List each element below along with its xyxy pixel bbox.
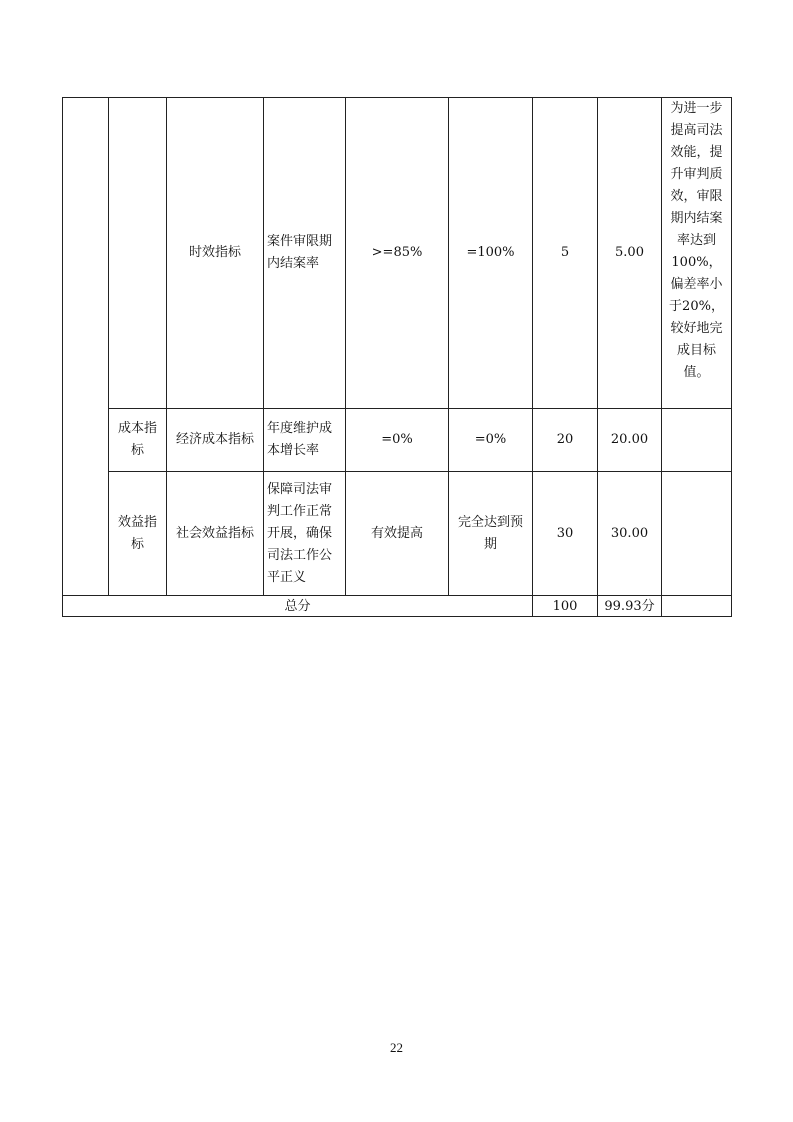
weight-cell: 30	[533, 472, 598, 596]
level2-indicator-cell	[109, 98, 167, 409]
remark-cell	[662, 409, 732, 472]
remark-cell	[662, 472, 732, 596]
actual-value-cell: =100%	[449, 98, 533, 409]
level3-indicator-cell: 社会效益指标	[167, 472, 264, 596]
score-cell: 5.00	[598, 98, 662, 409]
table-row	[63, 472, 732, 596]
actual-value-cell: =0%	[449, 409, 533, 472]
total-weight: 100	[533, 596, 598, 617]
level2-indicator-cell: 效益指标	[109, 472, 167, 596]
target-value-cell: 有效提高	[346, 472, 449, 596]
table-row	[63, 98, 732, 409]
total-score: 99.93分	[598, 596, 662, 617]
page-number: 22	[390, 1040, 403, 1055]
total-label: 总分	[63, 596, 533, 617]
total-remark	[662, 596, 732, 617]
indicator-cell: 案件审限期内结案率	[264, 98, 346, 409]
target-value-cell: =0%	[346, 409, 449, 472]
weight-cell: 5	[533, 98, 598, 409]
level3-indicator-cell: 时效指标	[167, 98, 264, 409]
score-cell: 20.00	[598, 409, 662, 472]
score-cell: 30.00	[598, 472, 662, 596]
target-value-cell: >=85%	[346, 98, 449, 409]
level3-indicator-cell: 经济成本指标	[167, 409, 264, 472]
weight-cell: 20	[533, 409, 598, 472]
performance-indicator-table	[62, 97, 732, 617]
level2-indicator-cell: 成本指标	[109, 409, 167, 472]
indicator-cell: 年度维护成本增长率	[264, 409, 346, 472]
level1-indicator-cell	[63, 98, 109, 596]
indicator-cell: 保障司法审判工作正常开展，确保司法工作公平正义	[264, 472, 346, 596]
remark-cell: 为进一步提高司法效能，提升审判质效，审限期内结案率达到100%，偏差率小于20%，较好地完成目标值。	[662, 98, 732, 409]
total-row	[63, 596, 732, 617]
table-row	[63, 409, 732, 472]
actual-value-cell: 完全达到预期	[449, 472, 533, 596]
